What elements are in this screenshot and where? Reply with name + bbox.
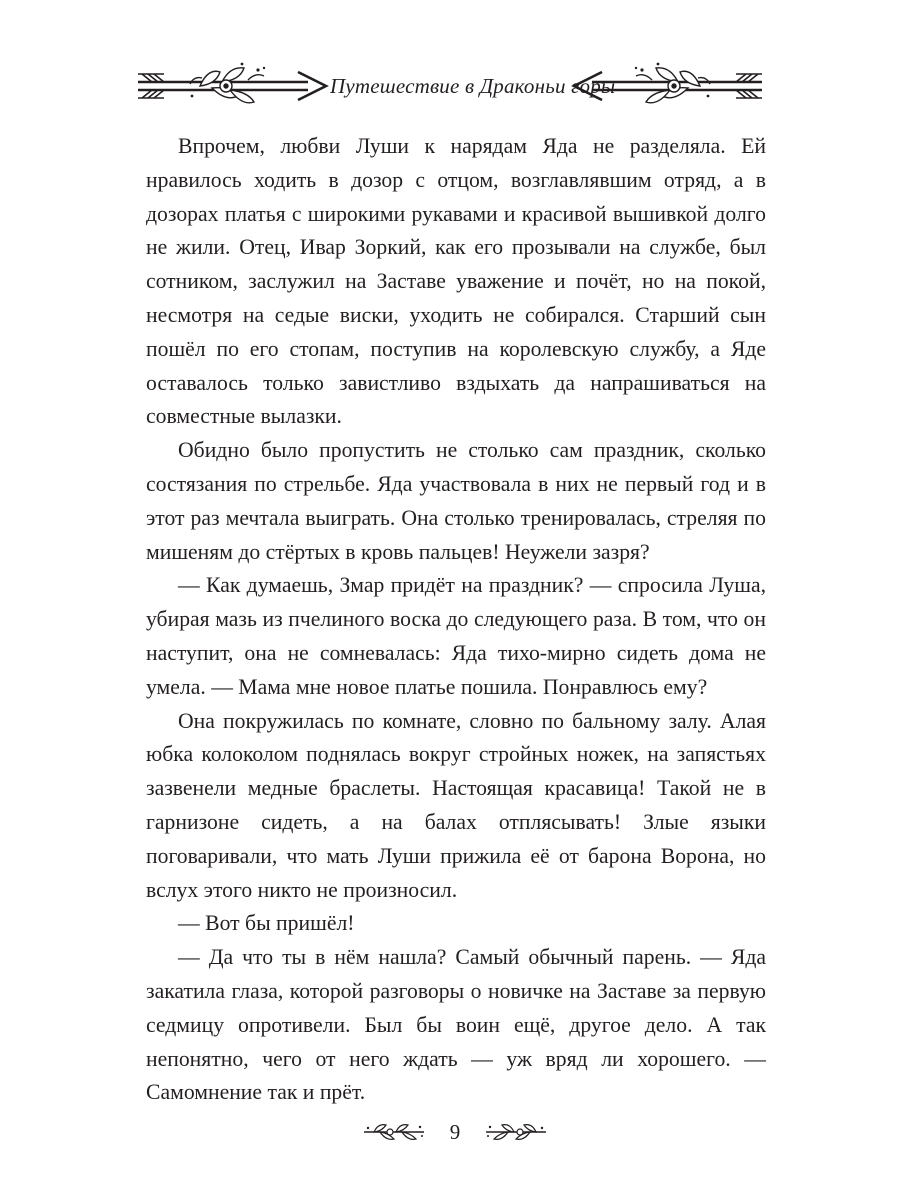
arrow-floral-ornament-icon xyxy=(570,58,770,118)
paragraph: Впрочем, любви Луши к нарядам Яда не разделяла. Ей нравилось ходить в дозор с отцом, возглавлявшим отряд, а в дозорах платья с широкими рукавами и красивой вышивкой долго не жили. Отец, Ивар Зоркий, как его прозывали на службе, был сотником, заслужил на Заставе уважение и почёт, но на покой, несмотря на седые виски, уходить не собирался. Старший сын пошёл по его стопам, поступив на королевскую службу, а Яде оставалось только завистливо вздыхать да напрашиваться на совместные вылазки. xyxy=(146,134,766,429)
arrow-floral-ornament-icon xyxy=(130,58,330,118)
page-number: 9 xyxy=(449,1120,461,1144)
paragraph: — Вот бы пришёл! xyxy=(178,911,355,936)
body-text xyxy=(146,130,766,1110)
paragraph: — Как думаешь, Змар придёт на праздник? — спросила Луша, убирая мазь из пчелиного воска до следующего раза. В том, что он наступит, она не сомневалась: Яда тихо-мирно сидеть дома не умела. — Мама мне новое платье пошила. Понравлюсь ему? xyxy=(146,573,766,699)
paragraph: Обидно было пропустить не столько сам праздник, сколько состязания по стрельбе. Яда участвовала в них не первый год и в этот раз мечтала выиграть. Она столько тренировалась, стреляя по мишеням до стёртых в кровь пальцев! Неужели зазря? xyxy=(146,438,766,564)
paragraph: Она покружилась по комнате, словно по бальному залу. Алая юбка колоколом поднялась вокруг стройных ножек, на запястьях зазвенели медные браслеты. Настоящая красавица! Такой не в гарнизоне сидеть, а на балах отплясывать! Злые языки поговаривали, что мать Луши прижила её от барона Ворона, но вслух этого никто не произносил. xyxy=(146,708,766,902)
floral-sprig-ornament-icon xyxy=(360,1120,430,1144)
running-header xyxy=(130,58,770,118)
page-footer xyxy=(360,1112,550,1152)
running-header-title: Путешествие в Драконьи горы xyxy=(330,74,616,98)
paragraph: — Да что ты в нём нашла? Самый обычный парень. — Яда закатила глаза, которой разговоры о новичке на Заставе за первую седмицу опротивели. Был бы воин ещё, другое дело. А так непонятно, чего от него ждать — уж вряд ли хорошего. — Самомнение так и прёт. xyxy=(146,945,766,1105)
floral-sprig-ornament-icon xyxy=(480,1120,550,1144)
